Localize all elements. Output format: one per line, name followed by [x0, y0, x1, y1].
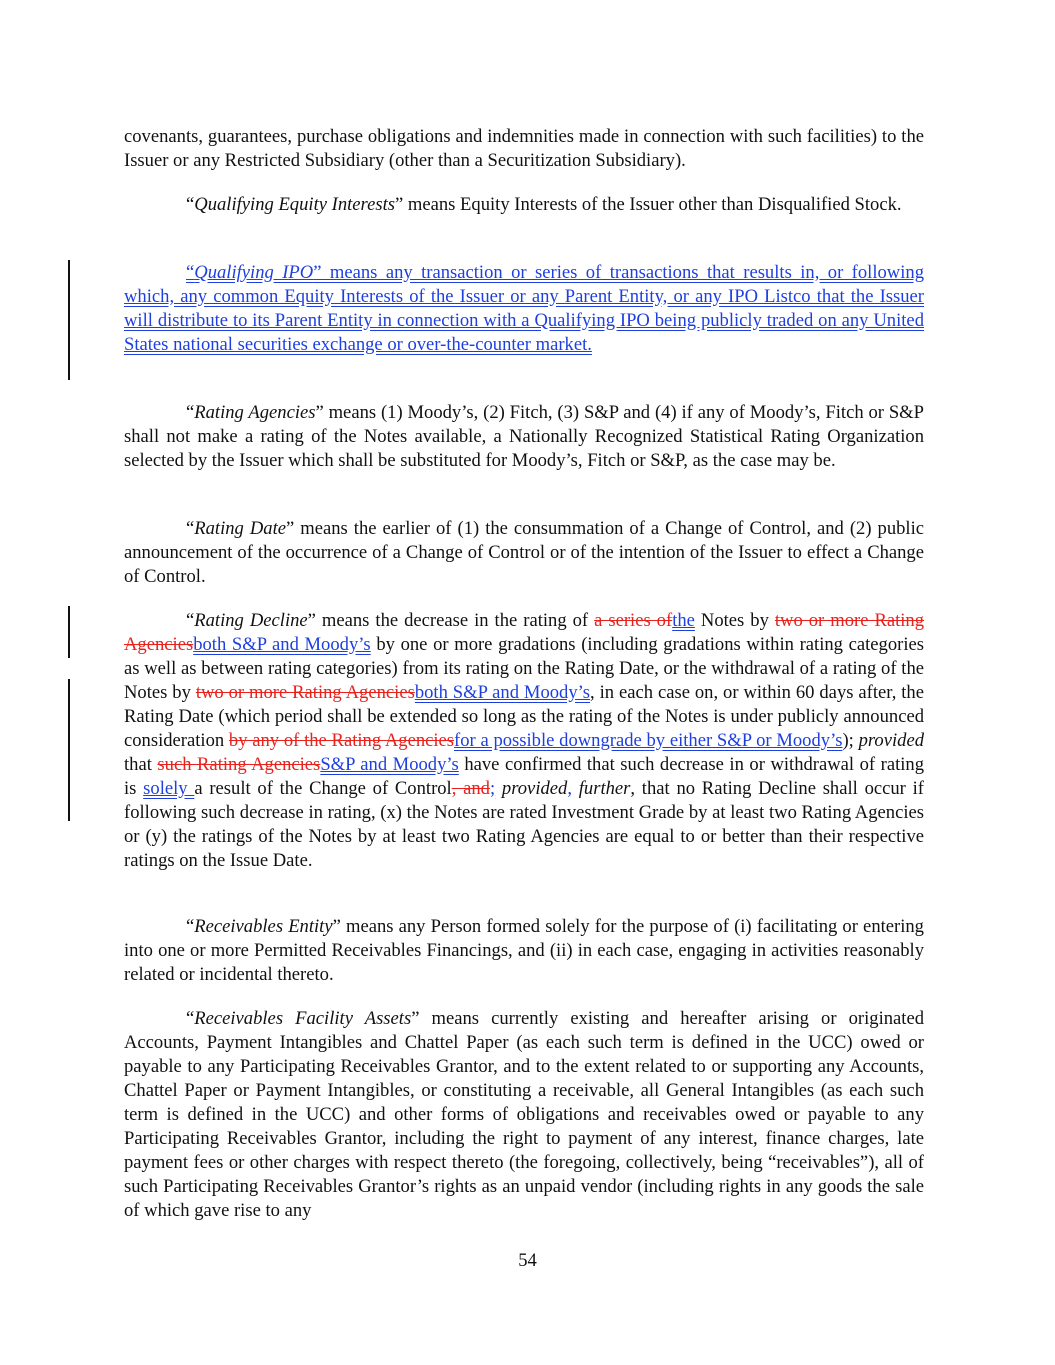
defined-term: Receivables Entity	[194, 916, 333, 937]
page-number: 54	[518, 1250, 537, 1271]
deleted-text: , and	[451, 778, 490, 799]
definition-qualifying-ipo-inserted	[124, 261, 924, 357]
change-bar	[68, 699, 70, 821]
definition-text	[572, 778, 579, 799]
deleted-text: two or more Rating Agencies	[124, 610, 925, 655]
definition-rating-agencies	[124, 401, 924, 473]
open-quote: “	[186, 402, 195, 423]
emphasis: provided	[501, 778, 568, 799]
change-bar	[68, 606, 70, 658]
definition-text: ” means the decrease in the rating of	[307, 610, 595, 631]
inserted-text: ;	[489, 778, 496, 799]
emphasis: provided	[858, 730, 924, 751]
inserted-text: ,	[567, 778, 572, 799]
definition-receivables-entity	[124, 915, 924, 987]
change-bar	[68, 260, 70, 380]
definition-text: ” means (1) Moody’s, (2) Fitch, (3) S&P and (4) if any of Moody’s, Fitch or S&P shall not make a rating of the Notes available, a Nationally Recognized Statistical Rating Organization selected by the Issuer which shall be substituted for Moody’s, Fitch or S&P, as the case may be.	[124, 402, 924, 471]
inserted-text: both S&P and Moody’s	[414, 682, 591, 703]
definition-rating-decline	[124, 609, 924, 873]
definition-text: ” means Equity Interests of the Issuer other than Disqualified Stock.	[394, 194, 902, 215]
definition-text: by one or more gradations (including gradations within rating categories as well as between rating categories) from its rating on the Rating Date, or the withdrawal of a rating of the Notes by	[124, 634, 924, 703]
definition-text: that	[124, 754, 158, 775]
definition-receivables-facility-assets	[124, 1007, 924, 1223]
definition-text: ” means any transaction or series of transactions that results in, or following which, any common Equity Interests of the Issuer or any Parent Entity, or any IPO Listco that the Issuer will distribute to its Parent Entity in connection with a Qualifying IPO being publicly traded on any United States national securities exchange or over-the-counter market.	[124, 262, 924, 355]
definition-text: , that no Rating Decline shall occur if following such decrease in rating, (x) the Notes are rated Investment Grade by at least two Rating Agencies or (y) the ratings of the Notes by at least two Rating Agencies are equal to or better than their respective ratings on the Issue Date.	[124, 778, 924, 871]
inserted-text: the	[672, 610, 695, 631]
deleted-text: by any of the Rating Agencies	[228, 730, 455, 751]
inserted-text: S&P and Moody’s	[320, 754, 459, 775]
inserted-text: both S&P and Moody’s	[193, 634, 371, 655]
deleted-text: a series of	[594, 610, 673, 631]
definition-text: , in each case on, or within 60 days after, the Rating Date (which period shall be extended so long as the rating of the Notes is under publicly announced consideration	[124, 682, 924, 751]
definition-text: );	[842, 730, 859, 751]
defined-term: Qualifying IPO	[194, 262, 314, 283]
definition-rating-date	[124, 517, 924, 589]
defined-term: Rating Date	[194, 518, 287, 539]
defined-term: Rating Agencies	[194, 402, 316, 423]
defined-term: Receivables Facility Assets	[194, 1008, 412, 1029]
paragraph-continuation: covenants, guarantees, purchase obligations and indemnities made in connection with such facilities) to the Issuer or any Restricted Subsidiary (other than a Securitization Subsidiary).	[124, 126, 924, 171]
definition-text: have confirmed that such decrease in or withdrawal of rating is	[124, 754, 924, 799]
defined-term: Qualifying Equity Interests	[194, 194, 395, 215]
open-quote: “	[186, 610, 195, 631]
defined-term: Rating Decline	[194, 610, 308, 631]
open-quote: “	[186, 1008, 195, 1029]
open-quote: “	[186, 194, 195, 215]
deleted-text: two or more Rating Agencies	[195, 682, 415, 703]
open-quote: “	[186, 262, 195, 283]
inserted-text: solely	[143, 778, 195, 799]
definition-qualifying-equity-interests	[124, 193, 924, 217]
inserted-text: for a possible downgrade by either S&P or Moody’s	[454, 730, 843, 751]
definition-text: a result of the Change of Control	[194, 778, 452, 799]
definition-text: ” means any Person formed solely for the purpose of (i) facilitating or entering into one or more Permitted Receivables Financings, and (ii) in each case, engaging in activities reasonably related or incidental thereto.	[124, 916, 924, 985]
definition-text: ” means currently existing and hereafter arising or originated Accounts, Payment Intangibles and Chattel Paper (as each such term is defined in the UCC) owed or payable to any Participating Receivables Grantor, and to the extent related to or supporting any Accounts, Chattel Paper or Payment Intangibles, or constituting a receivable, all General Intangibles (as each such term is defined in the UCC) and other forms of obligations and receivables owed or payable to any Participating Receivables Grantor, including the right to payment of any interest, finance charges, late payment fees or other charges with respect thereto (the foregoing, collectively, being “receivables”), all of such Participating Receivables Grantor’s rights as an unpaid vendor (including rights in any goods the sale of which gave rise to any	[124, 1008, 924, 1221]
definition-text	[495, 778, 502, 799]
open-quote: “	[186, 518, 195, 539]
definition-text: Notes by	[694, 610, 775, 631]
open-quote: “	[186, 916, 195, 937]
deleted-text: such Rating Agencies	[157, 754, 321, 775]
emphasis: further	[578, 778, 631, 799]
definition-text: ” means the earlier of (1) the consummation of a Change of Control, and (2) public announcement of the occurrence of a Change of Control or of the intention of the Issuer to effect a Change of Control.	[124, 518, 924, 587]
